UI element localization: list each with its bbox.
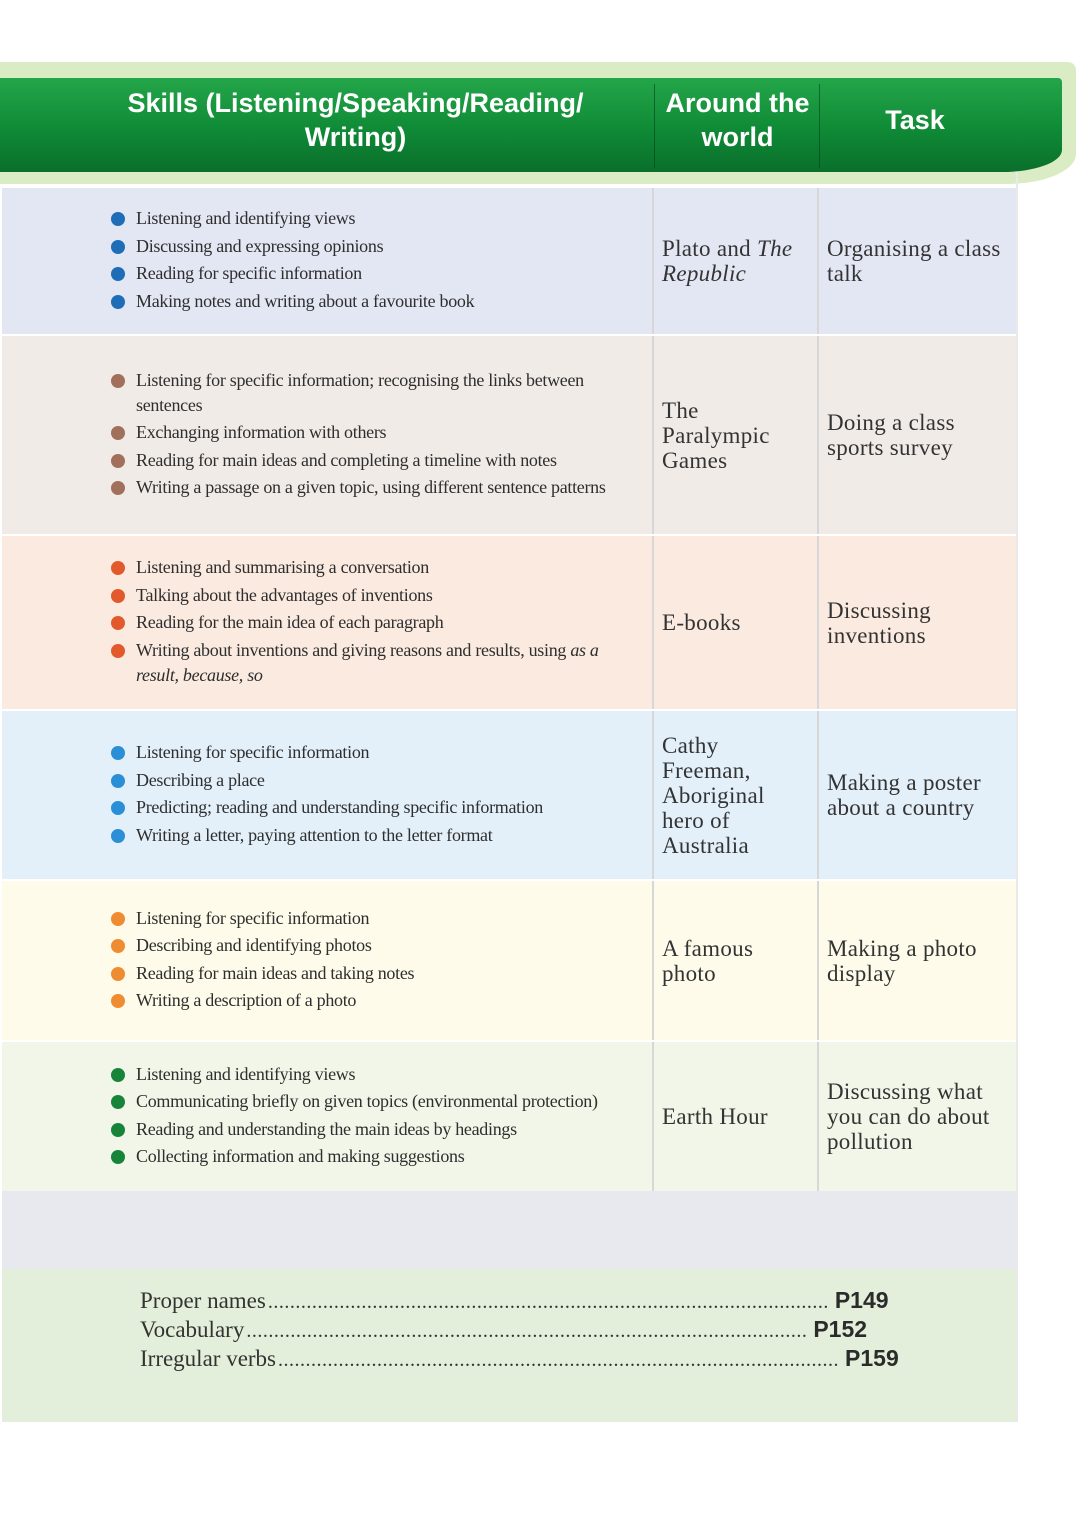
header-skills xyxy=(0,78,655,172)
skill-item: Listening and identifying views xyxy=(110,206,474,231)
skills-cell xyxy=(2,1042,654,1191)
skill-item: Reading for main ideas and completing a timeline with notes xyxy=(110,448,640,473)
skills-cell xyxy=(2,188,654,334)
dot-leader: ...................................................................................................... xyxy=(267,1291,829,1313)
reference-entry[interactable] xyxy=(140,1316,868,1345)
skills-list xyxy=(2,555,652,690)
around-the-world-cell xyxy=(654,881,819,1040)
skill-item: Listening for specific information xyxy=(110,740,543,765)
skill-item: Writing a passage on a given topic, using different sentence patterns xyxy=(110,475,640,500)
skills-list xyxy=(2,206,486,316)
reference-name: Proper names xyxy=(140,1288,266,1313)
header-task xyxy=(820,78,1010,172)
skill-item: Listening for specific information xyxy=(110,906,414,931)
task-cell xyxy=(819,536,1016,709)
around-the-world-text: Cathy Freeman, Aboriginal hero of Australia xyxy=(662,732,765,858)
skill-item: Reading for specific information xyxy=(110,261,474,286)
skill-item: Discussing and expressing opinions xyxy=(110,234,474,259)
skill-item: Writing a description of a photo xyxy=(110,988,414,1013)
skill-item: Listening and identifying views xyxy=(110,1062,598,1087)
task-text: Making a poster about a country xyxy=(827,770,981,820)
header-task-label: Task xyxy=(885,105,945,135)
skill-item: Listening for specific information; recognising the links between sentences xyxy=(110,368,640,418)
around-the-world-cell xyxy=(654,1042,819,1191)
task-cell xyxy=(819,1042,1016,1191)
task-text: Discussing what you can do about pollution xyxy=(827,1079,990,1154)
skill-item: Reading for the main idea of each paragraph xyxy=(110,610,640,635)
header-around-the-world xyxy=(655,78,820,172)
skills-cell xyxy=(2,536,654,709)
reference-name: Vocabulary xyxy=(140,1317,245,1342)
task-text: Doing a class sports survey xyxy=(827,410,955,460)
around-the-world-text: A famous photo xyxy=(662,935,754,986)
header-world-line2: world xyxy=(701,122,774,152)
table-row xyxy=(2,711,1016,879)
skill-item: Reading and understanding the main ideas by headings xyxy=(110,1117,598,1142)
skill-item: Predicting; reading and understanding specific information xyxy=(110,795,543,820)
reference-entry[interactable] xyxy=(140,1345,899,1374)
skills-list xyxy=(2,368,652,503)
skill-item: Describing a place xyxy=(110,768,543,793)
task-cell xyxy=(819,336,1016,534)
task-text: Making a photo display xyxy=(827,935,977,986)
table-row xyxy=(2,336,1016,534)
reference-name: Irregular verbs xyxy=(140,1346,277,1371)
skill-item: Exchanging information with others xyxy=(110,420,640,445)
task-cell xyxy=(819,881,1016,1040)
around-the-world-cell xyxy=(654,336,819,534)
table-row xyxy=(2,1042,1016,1191)
skill-item: Communicating briefly on given topics (environmental protection) xyxy=(110,1089,598,1114)
around-the-world-text: Earth Hour xyxy=(662,1104,768,1129)
skills-cell xyxy=(2,881,654,1040)
skill-item: Talking about the advantages of inventions xyxy=(110,583,640,608)
dot-leader: ...................................................................................................... xyxy=(278,1349,840,1371)
task-text: Organising a class talk xyxy=(827,236,1001,286)
references-list xyxy=(140,1287,899,1374)
header-world-line1: Around the xyxy=(665,88,810,118)
reference-page: P159 xyxy=(845,1345,899,1371)
table-row xyxy=(2,188,1016,334)
dot-leader: ...................................................................................................... xyxy=(246,1320,808,1342)
skills-cell xyxy=(2,711,654,879)
around-the-world-text: Plato and The Republic xyxy=(662,236,793,286)
around-the-world-cell xyxy=(654,536,819,709)
skill-item: Making notes and writing about a favourite book xyxy=(110,289,474,314)
around-the-world-cell xyxy=(654,188,819,334)
task-cell xyxy=(819,711,1016,879)
task-text: Discussing inventions xyxy=(827,597,931,648)
skill-item: Reading for main ideas and taking notes xyxy=(110,961,414,986)
reference-page: P149 xyxy=(834,1287,889,1313)
skill-item: Writing about inventions and giving reasons and results, using as a result, because, so xyxy=(110,638,640,688)
table-header xyxy=(0,78,1062,172)
table-row xyxy=(2,536,1016,709)
skill-item: Describing and identifying photos xyxy=(110,933,414,958)
skills-cell xyxy=(2,336,654,534)
around-the-world-text: E-books xyxy=(662,610,741,635)
skill-item: Listening and summarising a conversation xyxy=(110,555,640,580)
skill-item: Collecting information and making suggestions xyxy=(110,1144,598,1169)
around-the-world-text: The Paralympic Games xyxy=(662,397,770,473)
skill-item: Writing a letter, paying attention to the letter format xyxy=(110,823,543,848)
references-section xyxy=(2,1269,1016,1422)
skills-list xyxy=(2,1062,610,1172)
skills-list xyxy=(2,906,426,1016)
skills-list xyxy=(2,740,555,850)
header-skills-line2: Writing) xyxy=(304,122,407,152)
reference-entry[interactable] xyxy=(140,1287,889,1316)
table-edge xyxy=(1016,172,1018,1422)
around-the-world-cell xyxy=(654,711,819,879)
task-cell xyxy=(819,188,1016,334)
table-row xyxy=(2,881,1016,1040)
header-skills-line1: Skills (Listening/Speaking/Reading/ xyxy=(127,88,584,118)
blank-row xyxy=(2,1191,1016,1269)
reference-page: P152 xyxy=(813,1316,868,1342)
